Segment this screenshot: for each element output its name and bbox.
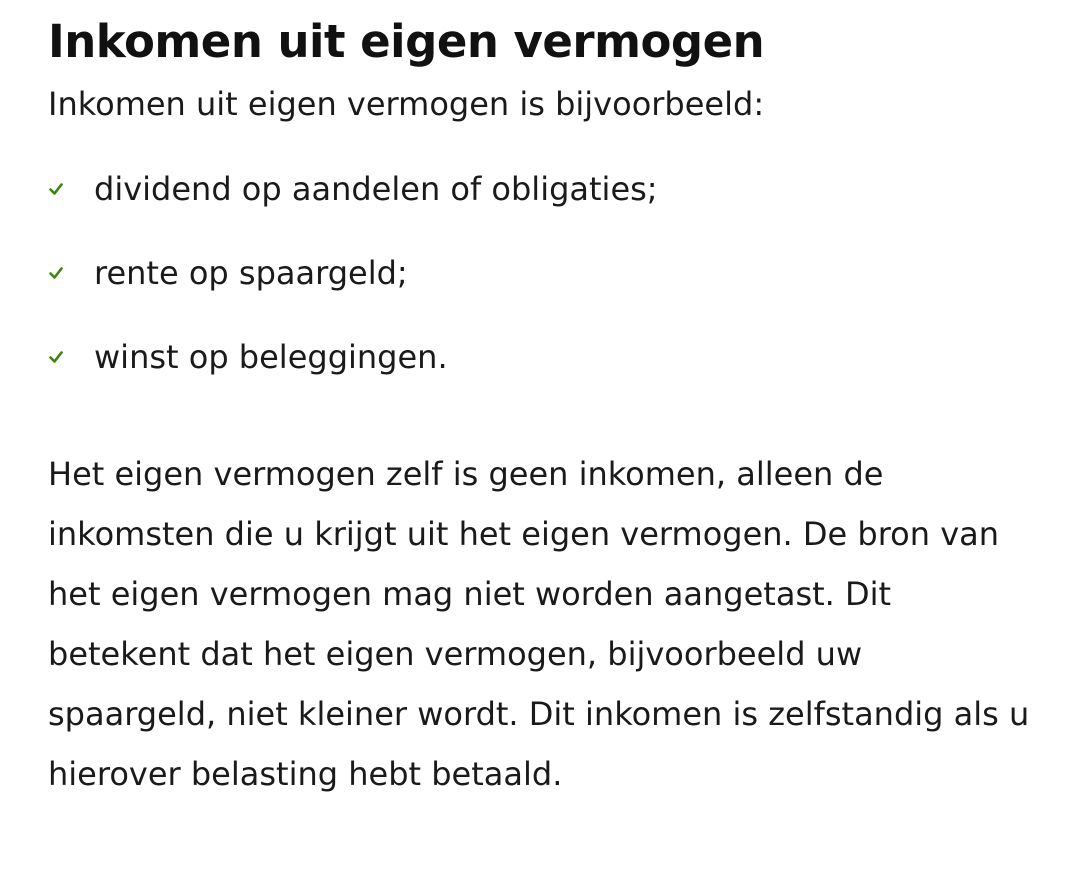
check-icon <box>48 181 64 197</box>
check-icon <box>48 349 64 365</box>
list-item <box>48 336 1040 378</box>
list-item-label: rente op spaargeld; <box>94 254 408 292</box>
list-item <box>48 168 1040 210</box>
list-item-label: winst op beleggingen. <box>94 338 448 376</box>
body-paragraph: Het eigen vermogen zelf is geen inkomen, alleen de inkomsten die u krijgt uit het eigen vermogen. De bron van het eigen vermogen mag niet worden aangetast. Dit betekent dat het eigen vermogen, bijvoorbeeld uw spaargeld, niet kleiner wordt. Dit inkomen is zelfstandig als u hierover belasting hebt betaald. <box>48 455 1030 793</box>
list-item-label: dividend op aandelen of obligaties; <box>94 170 658 208</box>
intro-text: Inkomen uit eigen vermogen is bijvoorbeeld: <box>48 85 765 123</box>
check-icon <box>48 265 64 281</box>
income-examples-list <box>48 168 1040 378</box>
list-item <box>48 252 1040 294</box>
section-title: Inkomen uit eigen vermogen <box>48 15 765 68</box>
